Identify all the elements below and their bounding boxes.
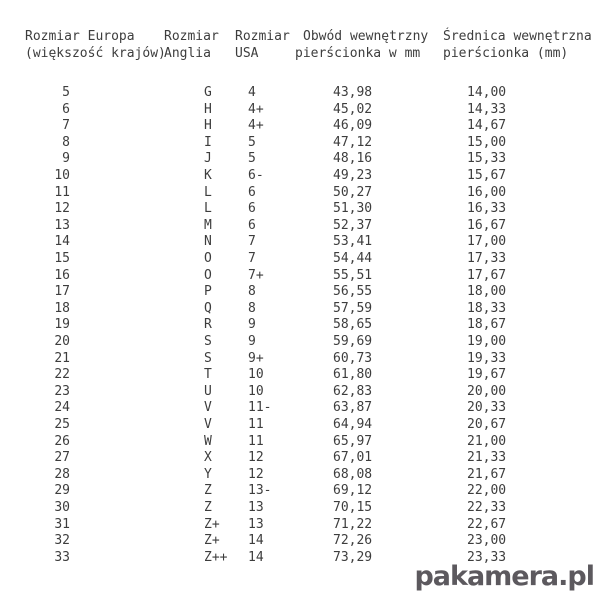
cell-england: N (204, 234, 212, 250)
cell-usa: 6 (248, 201, 256, 217)
cell-diameter: 20,67 (467, 417, 507, 432)
cell-circumference: 48,16 (333, 151, 373, 167)
cell-europe: 12 (54, 201, 70, 217)
cell-diameter: 20,00 (467, 383, 507, 399)
cell-diameter: 21,00 (467, 433, 507, 449)
cell-england: U (204, 383, 212, 399)
header-europe-line1: Rozmiar Europa (25, 29, 135, 44)
cell-usa: 11 (248, 433, 264, 449)
header-england-line2: Anglia (164, 46, 211, 61)
cell-usa: 7+ (248, 267, 264, 283)
cell-england: X (204, 450, 212, 466)
cell-circumference: 46,09 (333, 118, 373, 134)
cell-diameter: 16,67 (467, 217, 507, 233)
table-row (0, 399, 600, 416)
cell-diameter: 15,67 (467, 168, 507, 183)
cell-usa: 4 (248, 85, 256, 100)
cell-england: Y (204, 466, 212, 482)
cell-europe: 24 (54, 400, 70, 416)
cell-england: Z (204, 483, 212, 499)
cell-england: P (204, 284, 212, 300)
cell-circumference: 59,69 (333, 334, 373, 349)
cell-diameter: 18,67 (467, 317, 507, 333)
table-row (0, 300, 600, 317)
cell-europe: 13 (54, 217, 70, 233)
cell-usa: 12 (248, 450, 264, 466)
cell-europe: 18 (54, 300, 70, 316)
cell-diameter: 23,00 (467, 533, 507, 549)
cell-usa: 5 (248, 151, 256, 167)
cell-diameter: 14,67 (467, 118, 507, 134)
table-row (0, 333, 600, 350)
cell-england: S (204, 350, 212, 366)
header-england-line1: Rozmiar (164, 29, 219, 44)
cell-usa: 6- (248, 168, 264, 183)
table-row (0, 433, 600, 450)
cell-europe: 30 (54, 500, 70, 515)
cell-england: L (204, 184, 212, 200)
cell-diameter: 19,33 (467, 350, 507, 366)
cell-england: O (204, 251, 212, 266)
cell-circumference: 69,12 (333, 483, 373, 499)
table-row (0, 101, 600, 118)
cell-england: T (204, 367, 212, 383)
cell-circumference: 70,15 (333, 500, 373, 515)
cell-diameter: 22,33 (467, 500, 507, 515)
cell-diameter: 17,67 (467, 267, 507, 283)
cell-europe: 10 (54, 168, 70, 183)
cell-england: V (204, 400, 212, 416)
table-row (0, 350, 600, 367)
cell-usa: 5 (248, 134, 256, 150)
cell-europe: 28 (54, 466, 70, 482)
table-row (0, 217, 600, 234)
cell-circumference: 45,02 (333, 101, 373, 117)
header-usa-line1: Rozmiar (235, 29, 290, 44)
table-row (0, 283, 600, 300)
table-row (0, 532, 600, 549)
header-europe-line2: (większość krajów) (25, 46, 166, 61)
cell-circumference: 57,59 (333, 300, 373, 316)
cell-england: K (204, 168, 212, 183)
cell-circumference: 60,73 (333, 350, 373, 366)
cell-europe: 8 (62, 134, 70, 150)
cell-usa: 11- (248, 400, 272, 416)
cell-circumference: 55,51 (333, 267, 373, 283)
cell-europe: 5 (62, 85, 70, 100)
cell-europe: 32 (54, 533, 70, 549)
cell-usa: 11 (248, 417, 264, 432)
table-row (0, 150, 600, 167)
cell-europe: 23 (54, 383, 70, 399)
cell-england: Z+ (204, 516, 220, 532)
cell-england: W (204, 433, 212, 449)
table-row (0, 250, 600, 267)
cell-diameter: 19,67 (467, 367, 507, 383)
cell-europe: 26 (54, 433, 70, 449)
cell-diameter: 14,00 (467, 85, 507, 100)
cell-circumference: 72,26 (333, 533, 373, 549)
cell-circumference: 63,87 (333, 400, 373, 416)
cell-diameter: 16,33 (467, 201, 507, 217)
cell-england: Q (204, 300, 212, 316)
cell-circumference: 58,65 (333, 317, 373, 333)
cell-england: L (204, 201, 212, 217)
cell-england: S (204, 334, 212, 349)
cell-europe: 11 (54, 184, 70, 200)
cell-diameter: 15,33 (467, 151, 507, 167)
table-row (0, 499, 600, 516)
cell-diameter: 17,33 (467, 251, 507, 266)
cell-usa: 7 (248, 234, 256, 250)
header-usa-line2: USA (235, 46, 259, 61)
cell-europe: 6 (62, 101, 70, 117)
cell-england: Z (204, 500, 212, 515)
table-row (0, 416, 600, 433)
cell-usa: 14 (248, 533, 264, 549)
cell-europe: 7 (62, 118, 70, 134)
cell-usa: 12 (248, 466, 264, 482)
cell-diameter: 21,67 (467, 466, 507, 482)
cell-europe: 19 (54, 317, 70, 333)
cell-europe: 25 (54, 417, 70, 432)
cell-circumference: 51,30 (333, 201, 373, 217)
cell-usa: 13 (248, 500, 264, 515)
cell-england: Z++ (204, 549, 228, 565)
cell-diameter: 19,00 (467, 334, 507, 349)
cell-circumference: 68,08 (333, 466, 373, 482)
table-row (0, 134, 600, 151)
table-row (0, 516, 600, 533)
cell-diameter: 18,33 (467, 300, 507, 316)
cell-circumference: 49,23 (333, 168, 373, 183)
cell-europe: 20 (54, 334, 70, 349)
cell-circumference: 61,80 (333, 367, 373, 383)
cell-diameter: 22,67 (467, 516, 507, 532)
cell-england: O (204, 267, 212, 283)
cell-circumference: 64,94 (333, 417, 373, 432)
cell-usa: 13- (248, 483, 272, 499)
cell-usa: 9+ (248, 350, 264, 366)
table-row (0, 84, 600, 101)
table-row (0, 167, 600, 184)
cell-circumference: 54,44 (333, 251, 373, 266)
cell-usa: 4+ (248, 101, 264, 117)
header-diameter-line1: Średnica wewnętrzna (443, 29, 592, 44)
cell-europe: 33 (54, 549, 70, 565)
cell-england: M (204, 217, 212, 233)
header-circumference-line2: pierścionka w mm (295, 46, 421, 61)
cell-usa: 7 (248, 251, 256, 266)
table-row (0, 184, 600, 201)
cell-circumference: 47,12 (333, 134, 373, 150)
pakamera-watermark: pakamera.pl (414, 561, 594, 592)
cell-england: H (204, 101, 212, 117)
cell-england: V (204, 417, 212, 432)
table-row (0, 449, 600, 466)
cell-usa: 4+ (248, 118, 264, 134)
cell-diameter: 16,00 (467, 184, 507, 200)
header-circumference-line1: Obwód wewnętrzny (303, 29, 429, 44)
cell-diameter: 14,33 (467, 101, 507, 117)
table-row (0, 267, 600, 284)
cell-usa: 8 (248, 300, 256, 316)
cell-europe: 16 (54, 267, 70, 283)
table-row (0, 383, 600, 400)
cell-circumference: 56,55 (333, 284, 373, 300)
header-diameter-line2: pierścionka (mm) (443, 46, 569, 61)
cell-diameter: 21,33 (467, 450, 507, 466)
cell-europe: 21 (54, 350, 70, 366)
table-row (0, 117, 600, 134)
cell-diameter: 20,33 (467, 400, 507, 416)
cell-circumference: 53,41 (333, 234, 373, 250)
table-row (0, 233, 600, 250)
cell-usa: 13 (248, 516, 264, 532)
table-row (0, 482, 600, 499)
cell-diameter: 15,00 (467, 134, 507, 150)
cell-usa: 9 (248, 317, 256, 333)
cell-circumference: 52,37 (333, 217, 373, 233)
cell-england: I (204, 134, 212, 150)
cell-circumference: 43,98 (333, 85, 373, 100)
cell-circumference: 73,29 (333, 549, 373, 565)
cell-england: H (204, 118, 212, 134)
cell-diameter: 22,00 (467, 483, 507, 499)
cell-europe: 29 (54, 483, 70, 499)
cell-europe: 31 (54, 516, 70, 532)
cell-diameter: 17,00 (467, 234, 507, 250)
cell-europe: 22 (54, 367, 70, 383)
cell-usa: 6 (248, 184, 256, 200)
cell-usa: 9 (248, 334, 256, 349)
cell-usa: 14 (248, 549, 264, 565)
cell-europe: 27 (54, 450, 70, 466)
cell-europe: 9 (62, 151, 70, 167)
cell-england: Z+ (204, 533, 220, 549)
cell-circumference: 67,01 (333, 450, 373, 466)
cell-diameter: 18,00 (467, 284, 507, 300)
cell-usa: 10 (248, 383, 264, 399)
cell-england: G (204, 85, 212, 100)
cell-usa: 6 (248, 217, 256, 233)
cell-diameter: 23,33 (467, 549, 507, 565)
cell-circumference: 71,22 (333, 516, 373, 532)
table-row (0, 200, 600, 217)
table-row (0, 366, 600, 383)
cell-usa: 8 (248, 284, 256, 300)
cell-europe: 14 (54, 234, 70, 250)
table-row (0, 466, 600, 483)
cell-usa: 10 (248, 367, 264, 383)
cell-circumference: 65,97 (333, 433, 373, 449)
cell-circumference: 50,27 (333, 184, 373, 200)
cell-circumference: 62,83 (333, 383, 373, 399)
cell-england: R (204, 317, 212, 333)
cell-europe: 15 (54, 251, 70, 266)
cell-europe: 17 (54, 284, 70, 300)
table-row (0, 316, 600, 333)
cell-england: J (204, 151, 212, 167)
